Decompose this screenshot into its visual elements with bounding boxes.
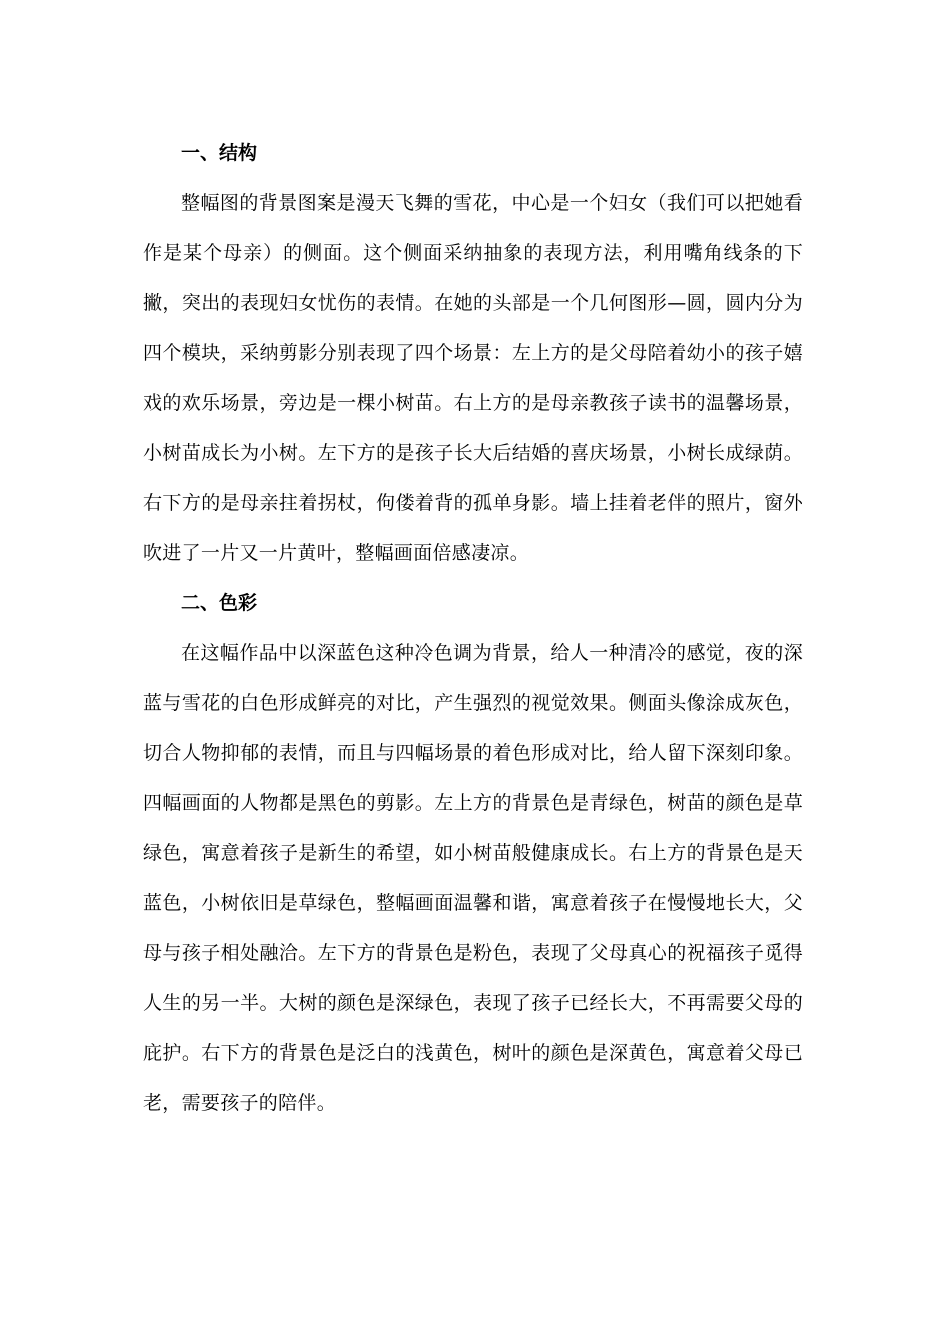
section-body-color: 在这幅作品中以深蓝色这种冷色调为背景，给人一种清冷的感觉，夜的深蓝与雪花的白色形成鲜亮的对比，产生强烈的视觉效果。侧面头像涂成灰色，切合人物抑郁的表情，而且与四幅场景的着色形成对比，给人留下深刻印象。四幅画面的人物都是黑色的剪影。左上方的背景色是青绿色，树苗的颜色是草绿色，寓意着孩子是新生的希望，如小树苗般健康成长。右上方的背景色是天蓝色，小树依旧是草绿色，整幅画面温馨和谐，寓意着孩子在慢慢地长大，父母与孩子相处融洽。左下方的背景色是粉色，表现了父母真心的祝福孩子觅得人生的另一半。大树的颜色是深绿色，表现了孩子已经长大，不再需要父母的庇护。右下方的背景色是泛白的浅黄色，树叶的颜色是深黄色，寓意着父母已老，需要孩子的陪伴。 bbox=[143, 642, 803, 1114]
section-heading-color: 二、色彩 bbox=[181, 592, 258, 614]
section-body-structure: 整幅图的背景图案是漫天飞舞的雪花，中心是一个妇女（我们可以把她看作是某个母亲）的侧面。这个侧面采纳抽象的表现方法，利用嘴角线条的下撇，突出的表现妇女忧伤的表情。在她的头部是一个几何图形—圆，圆内分为四个模块，采纳剪影分别表现了四个场景：左上方的是父母陪着幼小的孩子嬉戏的欢乐场景，旁边是一棵小树苗。右上方的是母亲教孩子读书的温馨场景，小树苗成长为小树。左下方的是孩子长大后结婚的喜庆场景，小树长成绿荫。右下方的是母亲拄着拐杖，佝偻着背的孤单身影。墙上挂着老伴的照片，窗外吹进了一片又一片黄叶，整幅画面倍感凄凉。 bbox=[143, 192, 803, 564]
section-heading-structure: 一、结构 bbox=[181, 142, 258, 164]
document-page bbox=[143, 128, 803, 1128]
